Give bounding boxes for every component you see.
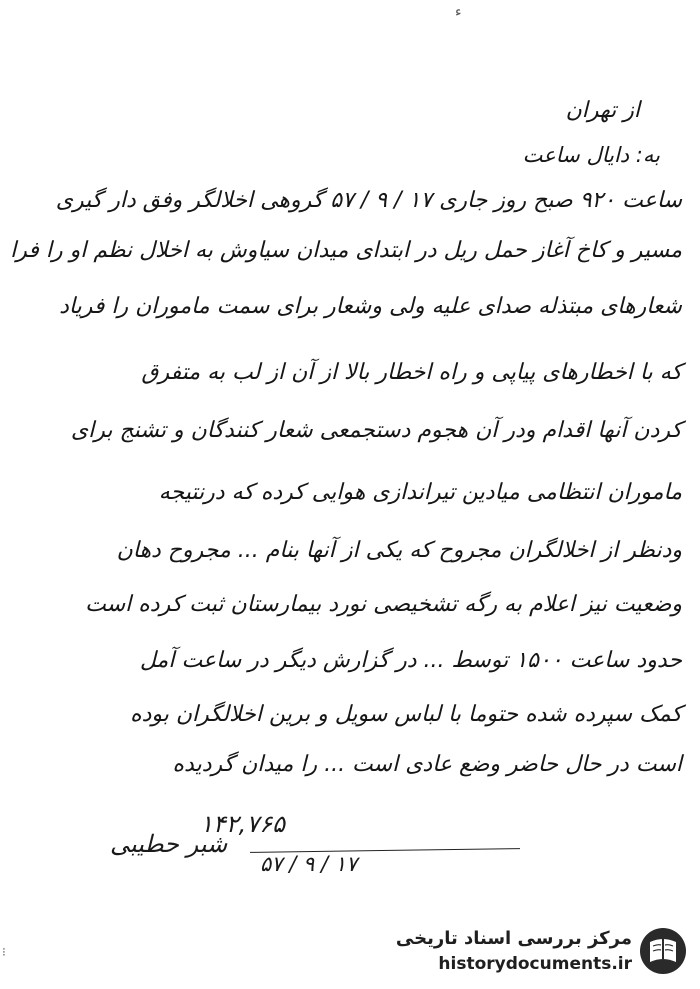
signature-block — [110, 806, 430, 896]
signature-name: شبر حطیبی — [110, 830, 228, 858]
letter-line: کمک سپرده شده حتوما با لباس سویل و برین اخلالگران بوده — [130, 702, 682, 727]
letter-line: وضعیت نیز اعلام به رگه تشخیصی نورد بیمارستان ثبت کرده است — [85, 592, 682, 617]
document-number: ۱۴۲,۷۶۵ — [200, 810, 285, 838]
letter-line: حدود ساعت ۱۵۰۰ توسط ... در گزارش دیگر در ساعت آمل — [139, 648, 682, 673]
letter-line: ماموران انتظامی میادین تیراندازی هوایی کرده که درنتیجه — [158, 480, 682, 505]
letter-line: ساعت ۹۲۰ صبح روز جاری ۱۷ / ۹ / ۵۷ گروهی اخلالگر وفق دار گیری — [55, 188, 682, 213]
letter-origin: از تهران — [565, 98, 640, 123]
letter-recipient: به: دایال ساعت — [522, 143, 660, 167]
letter-line: کردن آنها اقدام ودر آن هجوم دستجمعی شعار کنندگان و تشنج برای — [70, 418, 682, 443]
watermark-logo — [395, 926, 688, 978]
letter-line: است در حال حاضر وضع عادی است ... را میدان گردیده — [172, 752, 682, 777]
letter-line: ودنظر از اخلالگران مجروح که یکی از آنها بنام ... مجروح دهان — [116, 538, 682, 563]
watermark-persian: مرکز بررسی اسناد تاریخی — [395, 928, 632, 949]
letter-line: شعارهای مبتذله صدای علیه ولی وشعار برای سمت ماموران را فریاد — [59, 294, 682, 319]
document-date: ۵۷ / ۹ / ۱۷ — [260, 852, 358, 876]
letter-line: مسیر و کاخ آغاز حمل ریل در ابتدای میدان سیاوش به اخلال نظم او را فرا — [10, 238, 682, 263]
book-emblem-icon — [638, 926, 688, 976]
letter-line: که با اخطارهای پیاپی و راه اخطار بالا از آن از لب به متفرق — [141, 360, 682, 385]
scan-mark: ﺀ — [455, 4, 462, 20]
watermark-url[interactable]: historydocuments.ir — [438, 954, 632, 974]
margin-mark: ⁝ — [2, 945, 6, 959]
